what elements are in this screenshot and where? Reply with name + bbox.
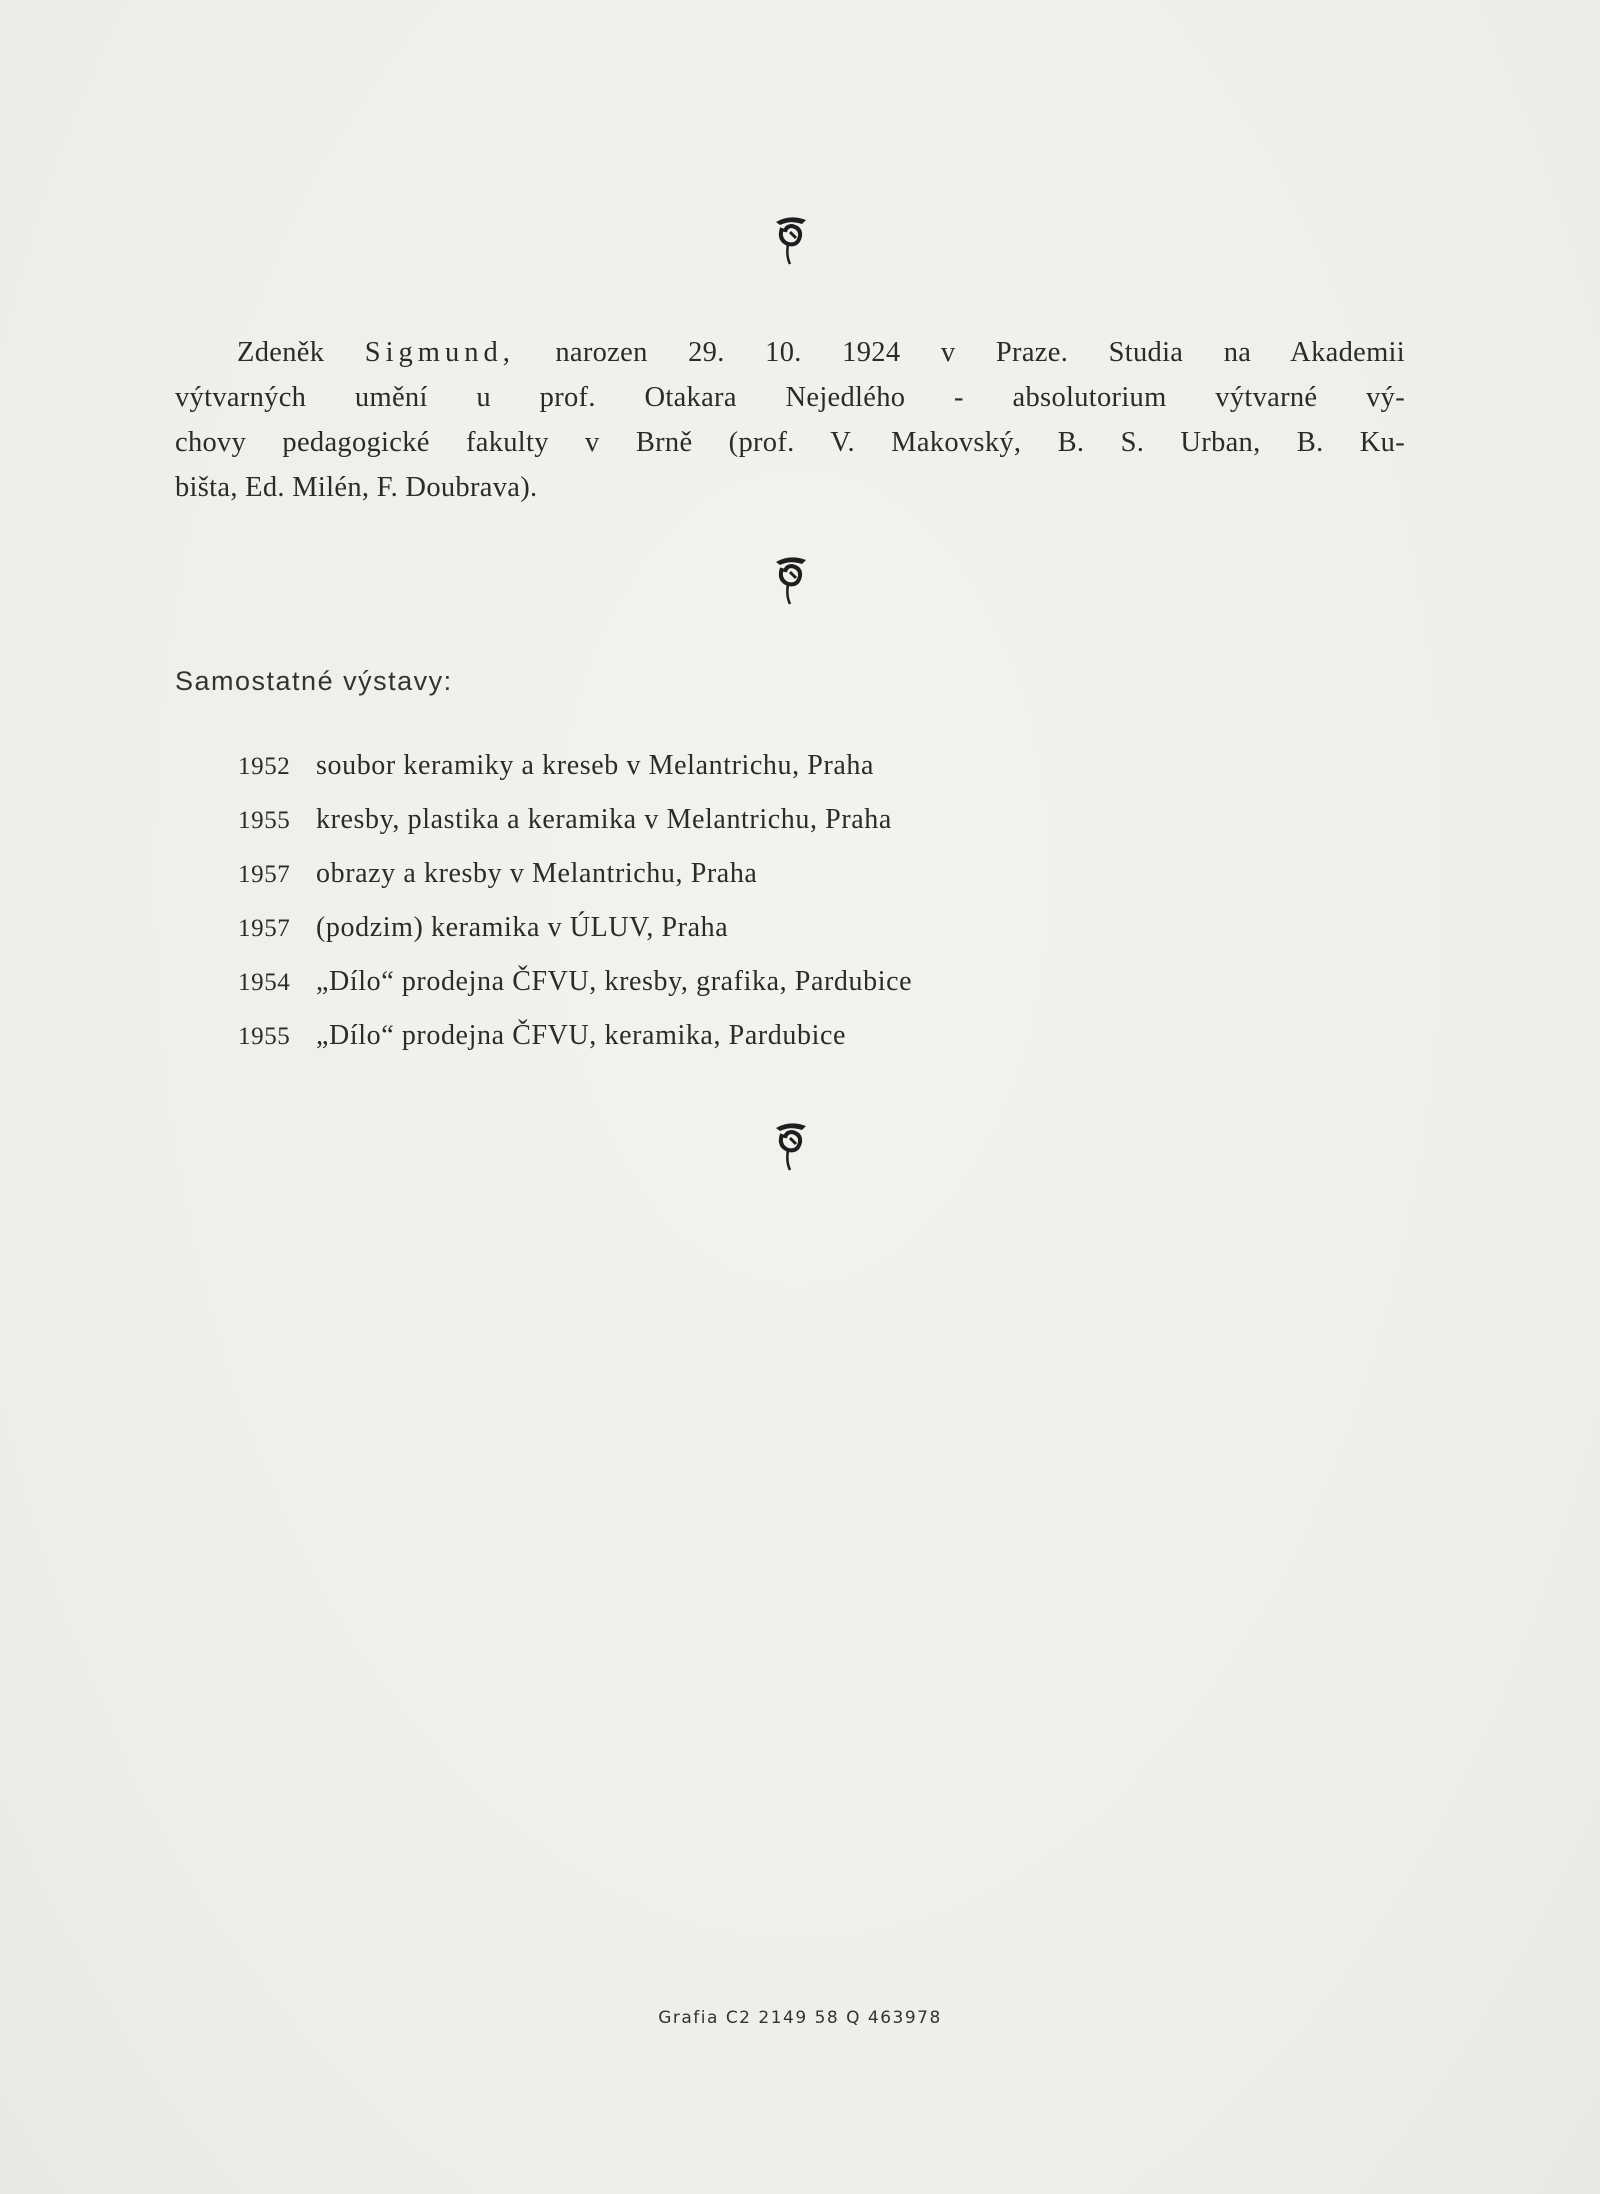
- list-item: [238, 960, 1238, 1014]
- exhibition-year: 1955: [238, 807, 291, 834]
- biography-paragraph: [175, 330, 1405, 510]
- list-item: [238, 798, 1238, 852]
- exhibition-text: „Dílo“ prodejna ČFVU, keramika, Pardubice: [316, 1020, 847, 1051]
- exhibitions-heading: Samostatné výstavy:: [175, 666, 453, 696]
- flower-ornament-icon: [768, 552, 812, 608]
- exhibition-year: 1955: [238, 1023, 291, 1050]
- exhibition-year: 1952: [238, 753, 291, 780]
- exhibition-text: soubor keramiky a kreseb v Melantrichu, Praha: [316, 750, 875, 781]
- flower-ornament-icon: [768, 1118, 812, 1174]
- flower-ornament-icon: [768, 212, 812, 268]
- list-item: [238, 906, 1238, 960]
- bio-line-1-rest: narozen 29. 10. 1924 v Praze. Studia na Akademii: [555, 337, 1405, 368]
- surname: Sigmund,: [364, 337, 515, 368]
- exhibition-text: obrazy a kresby v Melantrichu, Praha: [316, 858, 758, 889]
- exhibition-text: „Dílo“ prodejna ČFVU, kresby, grafika, Pardubice: [316, 966, 913, 997]
- list-item: [238, 1014, 1238, 1068]
- bio-line-4: bišta, Ed. Milén, F. Doubrava).: [175, 472, 538, 503]
- bio-line-2: výtvarných umění u prof. Otakara Nejedlého - absolutorium výtvarné vý-: [175, 382, 1405, 413]
- exhibition-year: 1957: [238, 915, 291, 942]
- list-item: [238, 852, 1238, 906]
- exhibition-year: 1957: [238, 861, 291, 888]
- exhibitions-list: [238, 744, 1238, 1068]
- list-item: [238, 744, 1238, 798]
- exhibition-text: kresby, plastika a keramika v Melantrichu, Praha: [316, 804, 892, 835]
- bio-line-1: [175, 330, 1405, 375]
- first-name: Zdeněk: [237, 337, 325, 368]
- bio-line-3: chovy pedagogické fakulty v Brně (prof. V. Makovský, B. S. Urban, B. Ku-: [175, 427, 1405, 458]
- exhibition-year: 1954: [238, 969, 291, 996]
- exhibition-text: (podzim) keramika v ÚLUV, Praha: [316, 912, 729, 943]
- printer-imprint: Grafia C2 2149 58 Q 463978: [658, 2008, 942, 2028]
